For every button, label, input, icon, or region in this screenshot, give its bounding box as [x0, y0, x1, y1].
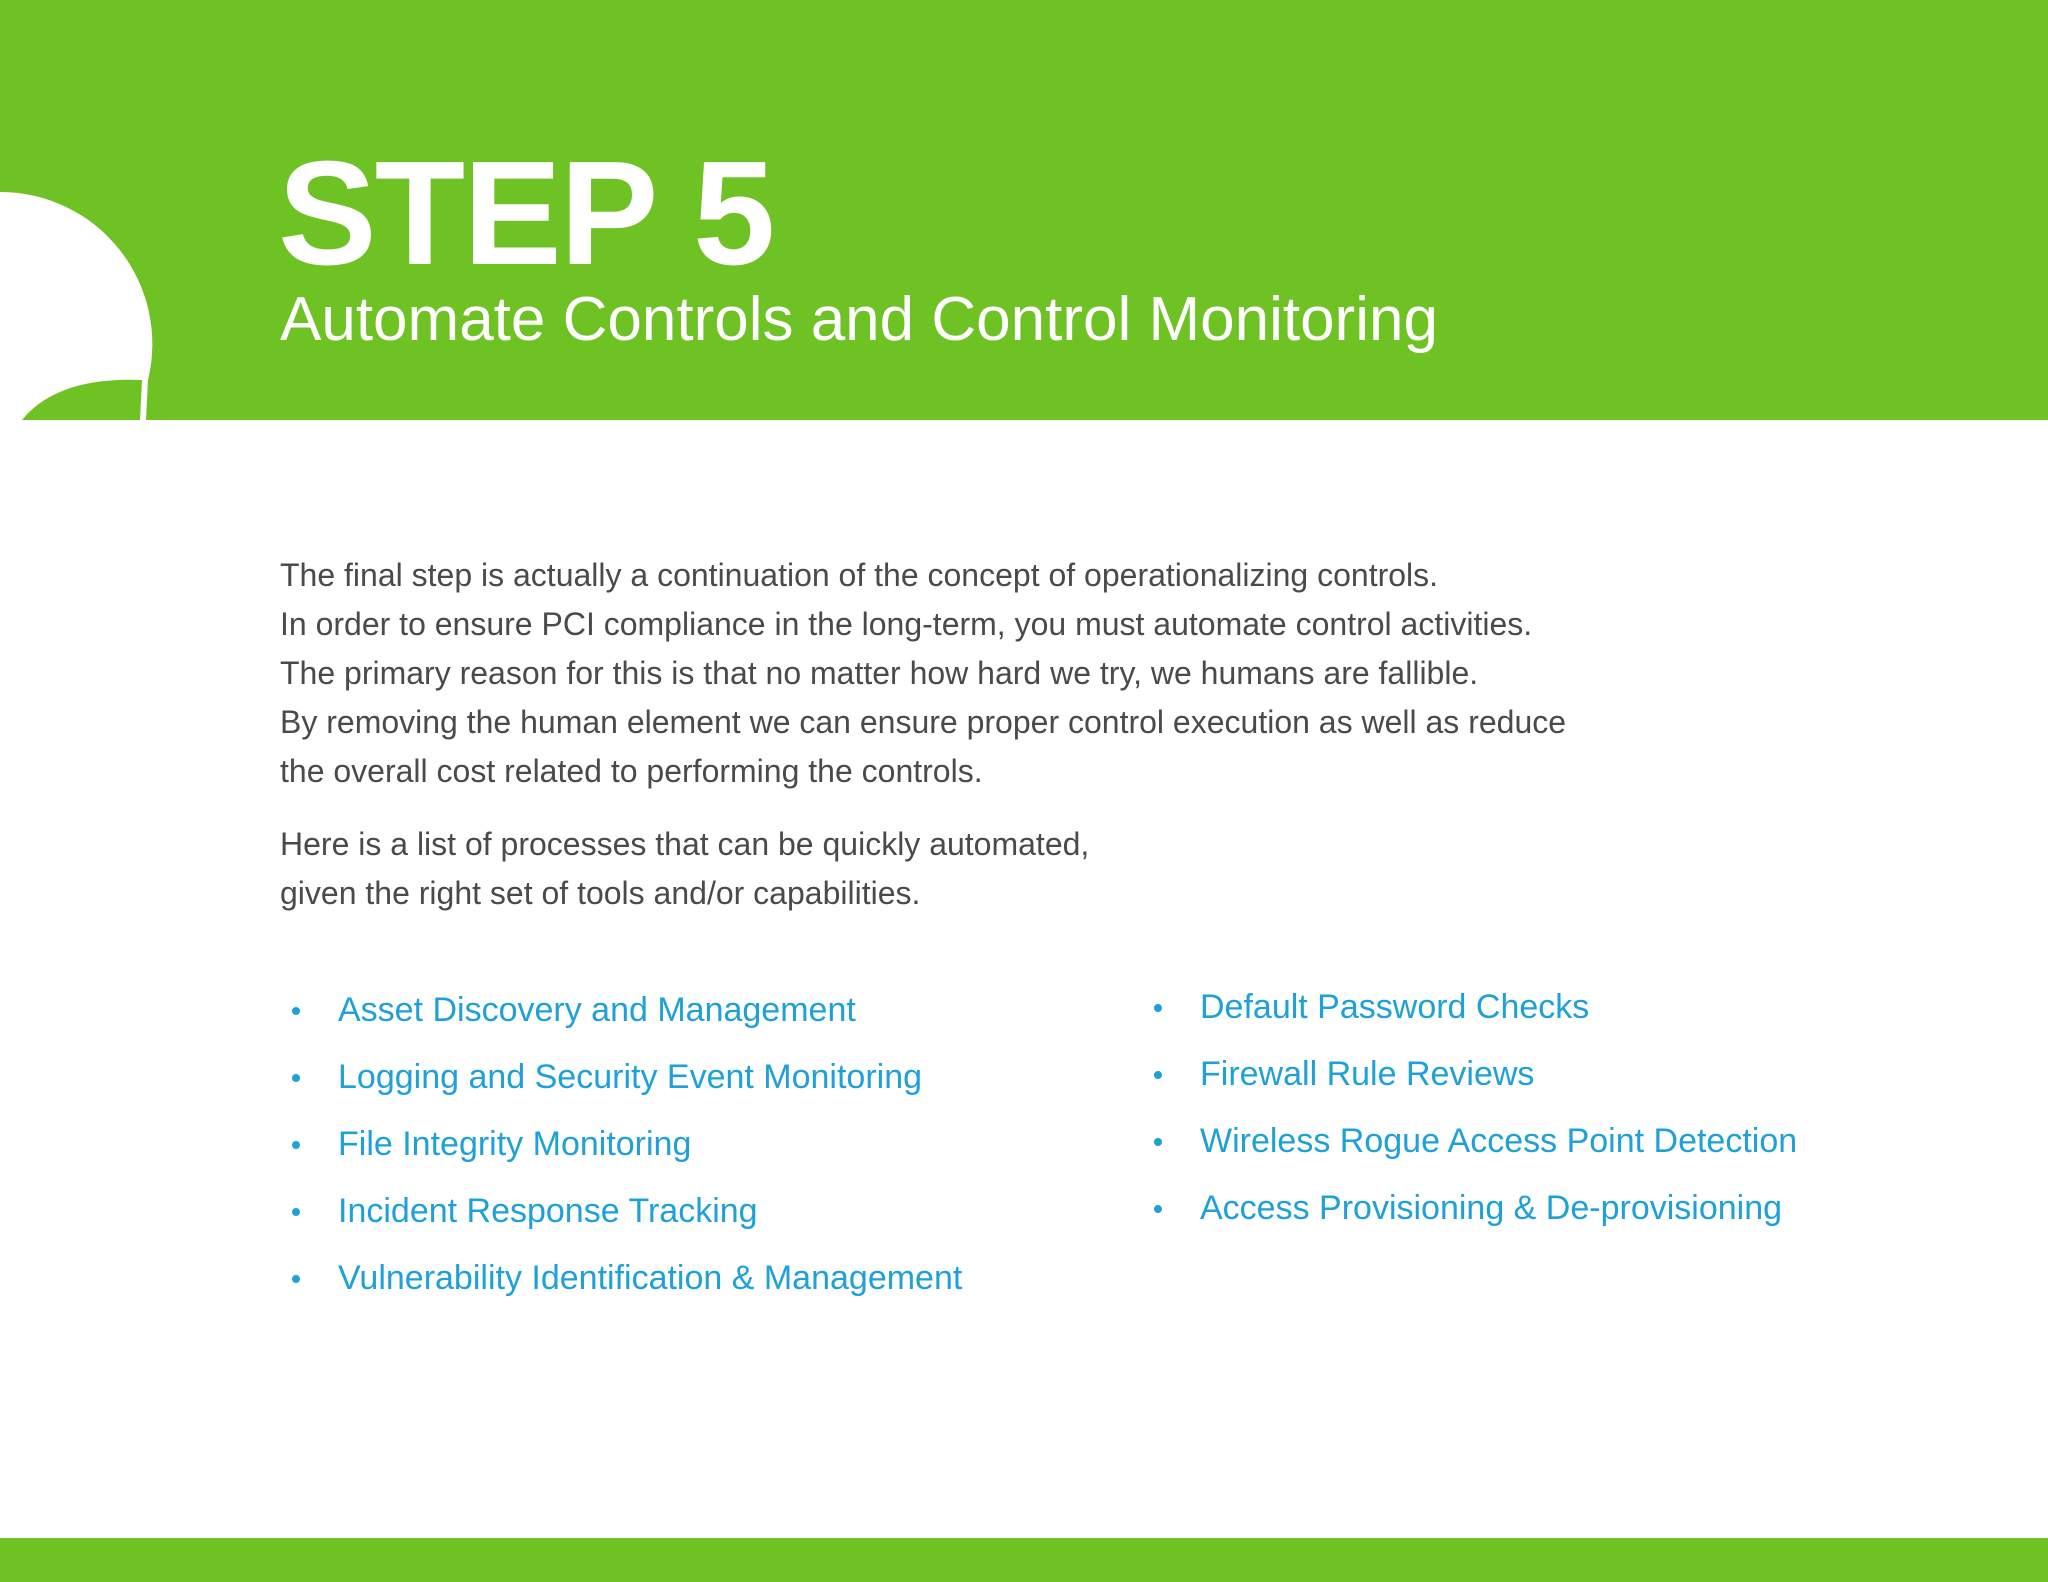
list-item	[280, 1051, 962, 1118]
intro-line: The primary reason for this is that no matter how hard we try, we humans are fallible.	[280, 655, 1479, 691]
list-item	[280, 1118, 962, 1185]
header-banner	[0, 0, 2048, 420]
bullet-icon	[292, 1074, 300, 1082]
bullet-icon	[292, 1141, 300, 1149]
list-item	[1142, 981, 1797, 1048]
footer-bar	[0, 1538, 2048, 1582]
intro-line: the overall cost related to performing the controls.	[280, 753, 983, 789]
list-item	[1142, 1115, 1797, 1182]
list-lead-paragraph	[280, 820, 1840, 918]
list-item	[1142, 1048, 1797, 1115]
process-list-right	[1142, 981, 1797, 1249]
intro-paragraph	[280, 551, 1840, 796]
list-item	[1142, 1182, 1797, 1249]
list-item-label: Firewall Rule Reviews	[1200, 1055, 1535, 1093]
list-item-label: Vulnerability Identification & Management	[338, 1259, 963, 1297]
list-item-label: Wireless Rogue Access Point Detection	[1200, 1122, 1798, 1160]
list-item-label: File Integrity Monitoring	[338, 1125, 692, 1163]
bullet-icon	[292, 1007, 300, 1015]
list-item-label: Logging and Security Event Monitoring	[338, 1058, 923, 1096]
list-item	[280, 984, 962, 1051]
list-item-label: Asset Discovery and Management	[338, 991, 856, 1029]
intro-line: By removing the human element we can ensure proper control execution as well as reduce	[280, 704, 1567, 740]
bullet-icon	[1154, 1205, 1162, 1213]
list-item-label: Incident Response Tracking	[338, 1192, 758, 1230]
bullet-icon	[292, 1208, 300, 1216]
list-item-label: Access Provisioning & De-provisioning	[1200, 1189, 1783, 1227]
list-item	[280, 1185, 962, 1252]
bullet-icon	[1154, 1138, 1162, 1146]
logo-leaf-icon	[0, 180, 160, 420]
bullet-icon	[1154, 1071, 1162, 1079]
bullet-icon	[1154, 1004, 1162, 1012]
bullet-icon	[292, 1275, 300, 1283]
lead-line: Here is a list of processes that can be quickly automated,	[280, 826, 1090, 862]
list-item	[280, 1252, 962, 1319]
intro-line: In order to ensure PCI compliance in the long-term, you must automate control activities.	[280, 606, 1533, 642]
step-subtitle: Automate Controls and Control Monitoring	[280, 285, 1438, 354]
list-item-label: Default Password Checks	[1200, 988, 1590, 1026]
process-list-left	[280, 984, 962, 1319]
step-title: STEP 5	[278, 131, 774, 296]
lead-line: given the right set of tools and/or capabilities.	[280, 875, 921, 911]
intro-line: The final step is actually a continuation of the concept of operationalizing controls.	[280, 557, 1439, 593]
